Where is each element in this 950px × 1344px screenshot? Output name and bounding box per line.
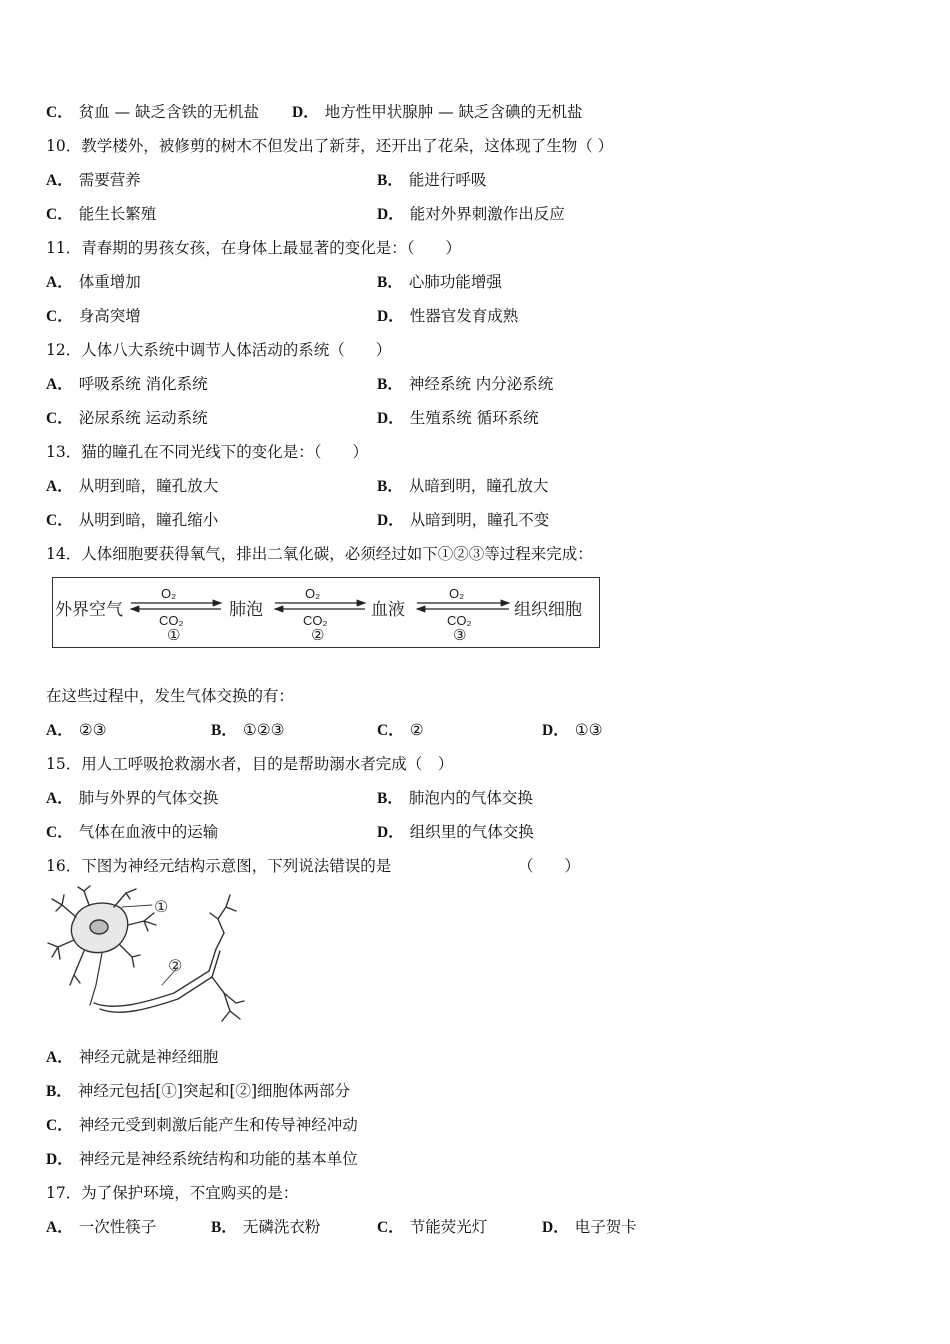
q13-option-c: C． 从明到暗，瞳孔缩小 xyxy=(46,511,219,529)
q17-option-c: C． 节能荧光灯 xyxy=(377,1218,488,1236)
q14-option-c: C． ② xyxy=(377,721,424,739)
q14-option-d: D． ①③ xyxy=(542,721,603,739)
o2-label-2: O₂ xyxy=(305,586,321,601)
gas-exchange-svg xyxy=(53,578,601,649)
node-blood: 血液 xyxy=(371,600,405,619)
q17-option-a: A． 一次性筷子 xyxy=(46,1218,157,1236)
q9-option-c: C． 贫血 — 缺乏含铁的无机盐 xyxy=(46,103,260,121)
co2-label-2: CO₂ xyxy=(303,613,328,628)
q15-option-a: A． 肺与外界的气体交换 xyxy=(46,789,219,807)
q16-stem: 16．下图为神经元结构示意图，下列说法错误的是 xyxy=(46,857,392,875)
q15-option-c: C． 气体在血液中的运输 xyxy=(46,823,219,841)
q13-option-d: D． 从暗到明，瞳孔不变 xyxy=(377,511,550,529)
node-alveoli: 肺泡 xyxy=(229,600,263,619)
co2-label-1: CO₂ xyxy=(159,613,184,628)
q9-option-d: D． 地方性甲状腺肿 — 缺乏含碘的无机盐 xyxy=(292,103,583,121)
q15-option-d: D． 组织里的气体交换 xyxy=(377,823,534,841)
q16-option-c: C． 神经元受到刺激后能产生和传导神经冲动 xyxy=(46,1116,358,1134)
q17-option-d: D． 电子贺卡 xyxy=(542,1218,637,1236)
step-label-1: ① xyxy=(167,627,181,644)
label-2: ② xyxy=(168,956,183,975)
q11-option-d: D． 性器官发育成熟 xyxy=(377,307,519,325)
neuron-figure xyxy=(44,885,249,1039)
q15-stem: 15．用人工呼吸抢救溺水者，目的是帮助溺水者完成（ ） xyxy=(46,755,454,773)
neuron-svg xyxy=(44,885,249,1035)
q14-option-b: B． ①②③ xyxy=(211,721,285,739)
step-label-3: ③ xyxy=(453,627,467,644)
q13-option-a: A． 从明到暗，瞳孔放大 xyxy=(46,477,219,495)
q10-stem: 10．教学楼外，被修剪的树木不但发出了新芽，还开出了花朵，这体现了生物（ ） xyxy=(46,137,614,155)
node-outside-air: 外界空气 xyxy=(55,600,123,619)
q14-sub-stem: 在这些过程中，发生气体交换的有： xyxy=(46,687,295,705)
q16-option-a: A． 神经元就是神经细胞 xyxy=(46,1048,219,1066)
q10-option-c: C． 能生长繁殖 xyxy=(46,205,157,223)
q14-stem: 14．人体细胞要获得氧气，排出二氧化碳，必须经过如下①②③等过程来完成： xyxy=(46,545,593,563)
node-tissue-cells: 组织细胞 xyxy=(514,600,582,619)
q12-option-d: D． 生殖系统 循环系统 xyxy=(377,409,539,427)
q10-option-b: B． 能进行呼吸 xyxy=(377,171,487,189)
step-label-2: ② xyxy=(311,627,325,644)
q12-option-c: C． 泌尿系统 运动系统 xyxy=(46,409,208,427)
q11-option-b: B． 心肺功能增强 xyxy=(377,273,502,291)
q12-option-a: A． 呼吸系统 消化系统 xyxy=(46,375,208,393)
q16-answer-paren: （ ） xyxy=(518,857,581,875)
q15-option-b: B． 肺泡内的气体交换 xyxy=(377,789,533,807)
o2-label-3: O₂ xyxy=(449,586,465,601)
q14-option-a: A． ②③ xyxy=(46,721,107,739)
nucleus xyxy=(90,920,108,934)
q10-option-a: A． 需要营养 xyxy=(46,171,141,189)
q16-option-b: B． 神经元包括[①]突起和[②]细胞体两部分 xyxy=(46,1082,351,1100)
gas-exchange-diagram xyxy=(52,577,600,648)
o2-label-1: O₂ xyxy=(161,586,177,601)
q12-stem: 12．人体八大系统中调节人体活动的系统（ ） xyxy=(46,341,392,359)
q11-option-c: C． 身高突增 xyxy=(46,307,141,325)
q13-stem: 13．猫的瞳孔在不同光线下的变化是：（ ） xyxy=(46,443,368,461)
q17-stem: 17．为了保护环境，不宜购买的是： xyxy=(46,1184,299,1202)
q11-option-a: A． 体重增加 xyxy=(46,273,141,291)
co2-label-3: CO₂ xyxy=(447,613,472,628)
q10-option-d: D． 能对外界刺激作出反应 xyxy=(377,205,565,223)
q11-stem: 11．青春期的男孩女孩，在身体上最显著的变化是：（ ） xyxy=(46,239,461,257)
q17-option-b: B． 无磷洗衣粉 xyxy=(211,1218,321,1236)
q12-option-b: B． 神经系统 内分泌系统 xyxy=(377,375,554,393)
q13-option-b: B． 从暗到明，瞳孔放大 xyxy=(377,477,549,495)
q16-option-d: D． 神经元是神经系统结构和功能的基本单位 xyxy=(46,1150,358,1168)
label-1: ① xyxy=(154,897,169,916)
